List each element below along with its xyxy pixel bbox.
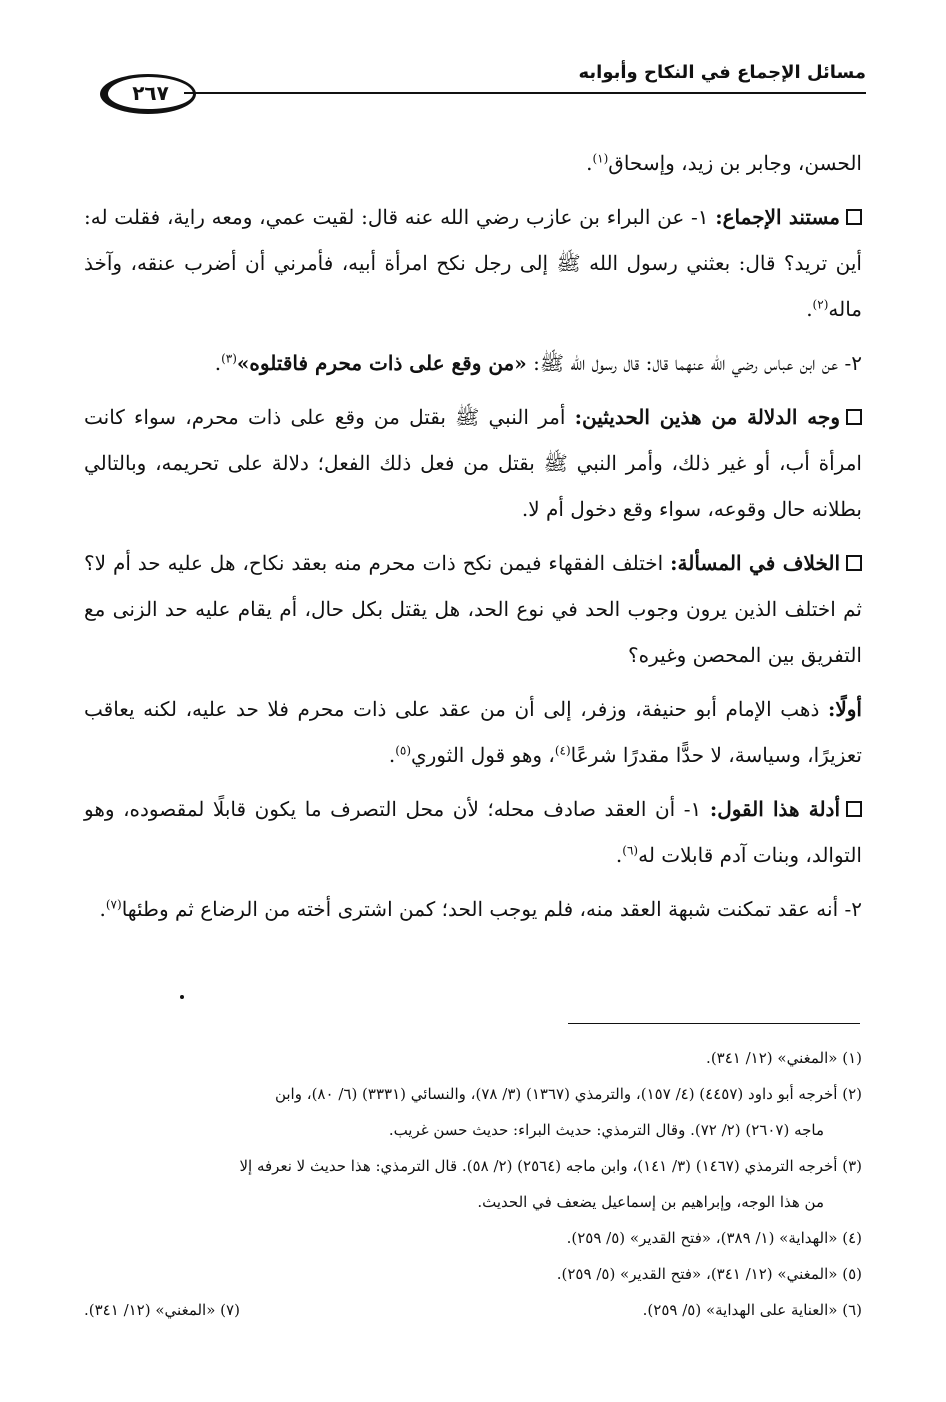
footnote-2: (٢) أخرجه أبو داود (٤٤٥٧) (٤/ ١٥٧)، والترمذي (١٣٦٧) (٣/ ٧٨)، والنسائي (٣٣٣١) (٦/ ٨٠)، وابن xyxy=(274,1085,862,1103)
paragraph-2: مستند الإجماع: ١- عن البراء بن عازب رضي الله عنه قال: لقيت عمي، ومعه راية، فقلت له: أين تريد؟ قال: بعثني رسول الله ﷺ إلى رجل نكح امرأة أبيه، فأمرني أن أضرب عنقه، وآخذ ماله$^{(٢)}$. xyxy=(84,205,862,321)
paragraph-5: الخلاف في المسألة: اختلف الفقهاء فيمن نكح ذات محرم منه بعقد نكاح، هل عليه حد أم لا؟ ثم اختلف الذين يرون وجوب الحد في نوع الحد، هل يقتل بكل حال، أم يقام عليه حد الزنى مع التفريق بين المحصن وغيره؟ xyxy=(84,551,862,667)
square-marker-icon xyxy=(846,555,862,571)
footnote-ref: (٢) xyxy=(812,297,829,312)
square-marker-icon xyxy=(846,209,862,225)
header-rule xyxy=(184,92,866,94)
square-marker-icon xyxy=(846,801,862,817)
footnote-3-continued: من هذا الوجه، وإبراهيم بن إسماعيل يضعف في الحديث. xyxy=(477,1193,824,1211)
footnote-5: (٥) «المغني» (١٢/ ٣٤١)، «فتح القدير» (٥/ ٢٥٩). xyxy=(556,1265,862,1283)
footnote-ref: (٤) xyxy=(554,743,571,758)
paragraph-3: ٢- عن ابن عباس رضي الله عنهما قال: قال رسول الله ﷺ: «من وقع على ذات محرم فاقتلوه»$^{(٣)}$. xyxy=(214,351,862,375)
page-header xyxy=(100,58,866,128)
footnote-6: (٦) «العناية على الهداية» (٥/ ٢٥٩). xyxy=(642,1301,862,1319)
hadith-quote: «من وقع على ذات محرم فاقتلوه» xyxy=(236,351,527,375)
paragraph-4: وجه الدلالة من هذين الحديثين: أمر النبي ﷺ بقتل من وقع على ذات محرم، سواء كانت امرأة أب، أو غير ذلك، وأمر النبي ﷺ بقتل من فعل ذلك الفعل؛ دلالة على تحريمه، وبالتالي بطلانه حال وقوعه، سواء وقع دخول أم لا. xyxy=(84,405,862,521)
paragraph-6: أولًا: ذهب الإمام أبو حنيفة، وزفر، إلى أن من عقد على ذات محرم فلا حد عليه، لكنه يعاقب تعزيرًا، وسياسة، لا حدًّا مقدرًا شرعًا$^{(٤)}$، وهو قول الثوري$^{(٥)}$. xyxy=(84,697,862,767)
square-marker-icon xyxy=(846,409,862,425)
running-title: مسائل الإجماع في النكاح وأبوابه xyxy=(578,62,866,83)
footnote-ref: (٣) xyxy=(221,351,237,366)
footnote-1: (١) «المغني» (١٢/ ٣٤١). xyxy=(706,1049,862,1067)
footnotes xyxy=(84,1040,862,1328)
footnote-ref: (١) xyxy=(592,151,609,166)
footnote-2-continued: ماجه (٢٦٠٧) (٢/ ٧٢). وقال الترمذي: حديث البراء: حديث حسن غريب. xyxy=(388,1121,824,1139)
paragraph-1: الحسن، وجابر بن زيد، وإسحاق$^{(١)}$. xyxy=(586,151,862,175)
stray-dot xyxy=(180,995,184,999)
section-heading: مستند الإجماع: xyxy=(715,205,840,229)
section-heading: أولًا: xyxy=(827,697,862,721)
footnote-row-last xyxy=(84,1292,862,1328)
footnote-4: (٤) «الهداية» (١/ ٣٨٩)، «فتح القدير» (٥/ ٢٥٩). xyxy=(566,1229,862,1247)
footnote-ref: (٧) xyxy=(105,897,122,912)
footnote-3: (٣) أخرجه الترمذي (١٤٦٧) (٣/ ١٤١)، وابن ماجه (٢٥٦٤) (٢/ ٥٨). قال الترمذي: هذا حديث لا نعرفه إلا xyxy=(239,1157,862,1175)
section-heading: أدلة هذا القول: xyxy=(709,797,840,821)
footnote-separator xyxy=(568,1023,860,1024)
paragraph-7: أدلة هذا القول: ١- أن العقد صادف محله؛ لأن محل التصرف ما يكون قابلًا لمقصوده، وهو التوالد، وبنات آدم قابلات له$^{(٦)}$. xyxy=(84,797,862,867)
section-heading: الخلاف في المسألة: xyxy=(670,551,841,575)
page-number: ٢٦٧ xyxy=(100,74,196,114)
main-text xyxy=(84,140,862,940)
footnote-ref: (٦) xyxy=(622,843,639,858)
paragraph-8: ٢- أنه عقد تمكنت شبهة العقد منه، فلم يوجب الحد؛ كمن اشترى أخته من الرضاع ثم وطئها$^{(٧)}$. xyxy=(99,897,862,921)
section-heading: وجه الدلالة من هذين الحديثين: xyxy=(574,405,840,429)
footnote-ref: (٥) xyxy=(395,743,412,758)
footnote-7: (٧) «المغني» (١٢/ ٣٤١). xyxy=(84,1301,240,1319)
